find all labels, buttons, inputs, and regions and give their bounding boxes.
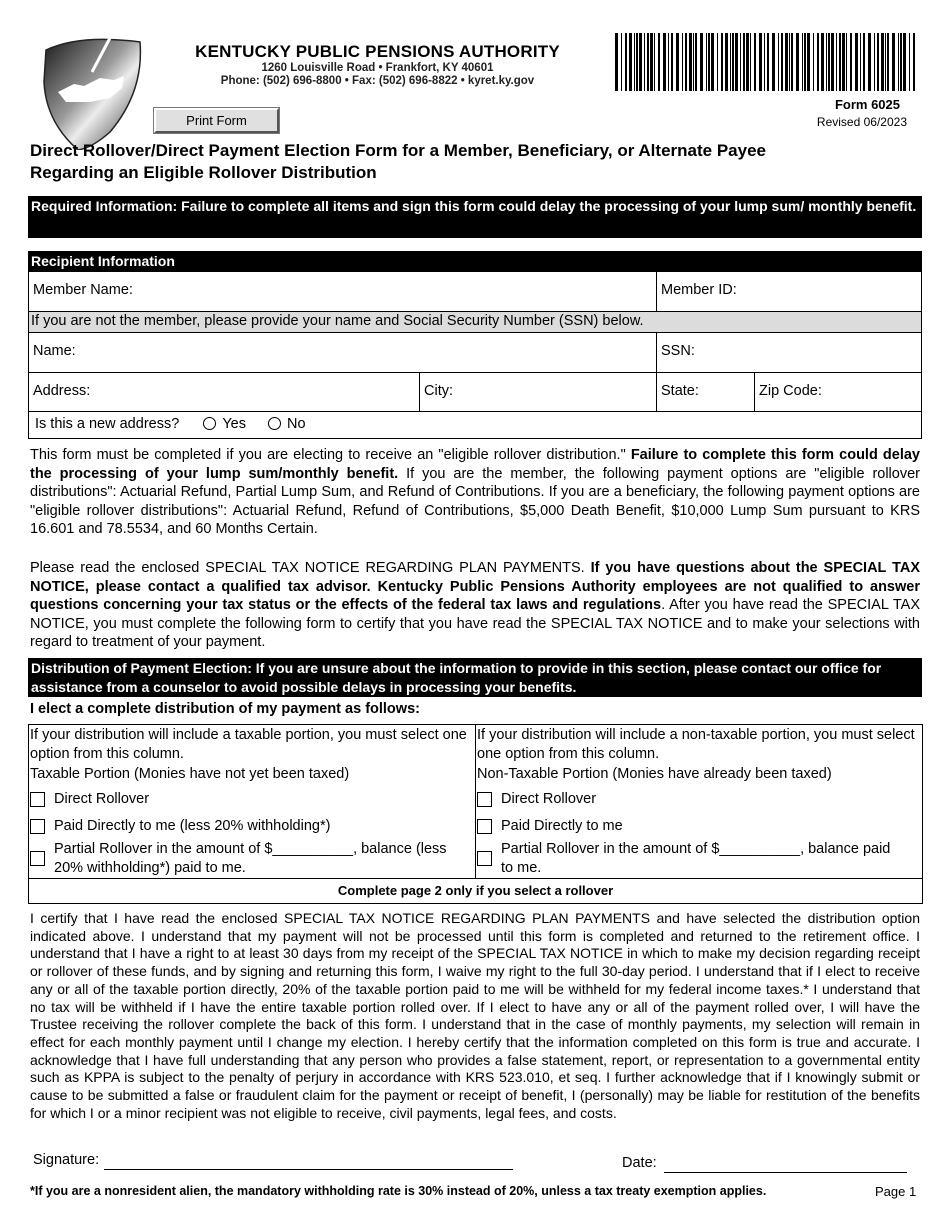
signature-label: Signature: — [33, 1152, 100, 1168]
recipient-table — [28, 271, 922, 439]
date-label: Date: — [622, 1155, 657, 1171]
tax-notice-paragraph: Please read the enclosed SPECIAL TAX NOTICE REGARDING PLAN PAYMENTS. If you have questions about the SPECIAL TAX NOTICE, please contact a qualified tax advisor. Kentucky Public Pensions Authority employees are not qualified to answer questions concerning your tax status or the effects of the federal tax laws and regulations. After you have read the SPECIAL TAX NOTICE, you must complete the following form to certify that you have read the SPECIAL TAX NOTICE and to make your selections with regard to treatment of your payment. — [30, 560, 921, 650]
recipient-heading: Recipient Information — [28, 251, 922, 271]
required-info-banner: Required Information: Failure to complete all items and sign this form could delay the processing of your lump sum/ monthly benefit. — [28, 196, 922, 238]
new-address-question: Is this a new address? Yes No — [35, 416, 306, 432]
nontaxable-portion-label: Non-Taxable Portion (Monies have already been taxed) — [477, 766, 832, 782]
org-contact: Phone: (502) 696-8800 • Fax: (502) 696-8822 • kyret.ky.gov — [220, 75, 535, 87]
nontaxable-intro: If your distribution will include a non-taxable portion, you must select one option from this column. — [477, 727, 915, 762]
page-number: Page 1 — [875, 1184, 917, 1199]
form-title: Direct Rollover/Direct Payment Election Form for a Member, Beneficiary, or Alternate Payee Regarding an Eligible Rollover Distribution — [30, 141, 766, 182]
yes-label: Yes — [222, 416, 246, 432]
print-form-button[interactable]: Print Form — [154, 108, 279, 133]
no-label: No — [287, 416, 306, 432]
taxable-intro: If your distribution will include a taxable portion, you must select one option from this column. — [30, 727, 467, 762]
taxable-portion-label: Taxable Portion (Monies have not yet been taxed) — [30, 766, 350, 782]
member-id-field[interactable]: Member ID: — [661, 282, 737, 298]
taxable-direct-rollover-checkbox[interactable] — [30, 792, 45, 807]
member-name-field[interactable]: Member Name: — [33, 282, 133, 298]
org-address: 1260 Louisville Road • Frankfort, KY 40601 — [261, 62, 494, 74]
taxable-partial-rollover-label: Partial Rollover in the amount of $__________, balance (less 20% withholding*) paid to me. — [54, 841, 447, 876]
nontaxable-direct-rollover-label: Direct Rollover — [501, 791, 597, 807]
distribution-heading: Distribution of Payment Election: If you are unsure about the information to provide in this section, please contact our office for assistance from a counselor to avoid possible delays in processing your benefits. — [28, 658, 922, 697]
nontaxable-direct-rollover-checkbox[interactable] — [477, 792, 492, 807]
kppa-logo — [40, 32, 144, 150]
date-line[interactable] — [664, 1172, 907, 1173]
revised-date: Revised 06/2023 — [816, 115, 907, 129]
yes-radio[interactable] — [203, 417, 216, 430]
taxable-partial-rollover-checkbox[interactable] — [30, 851, 45, 866]
taxable-paid-directly-checkbox[interactable] — [30, 819, 45, 834]
nontaxable-partial-rollover-checkbox[interactable] — [477, 851, 492, 866]
barcode — [613, 33, 921, 91]
nontaxable-partial-rollover-label: Partial Rollover in the amount of $__________, balance paid to me. — [501, 841, 891, 876]
nontaxable-paid-directly-checkbox[interactable] — [477, 819, 492, 834]
taxable-direct-rollover-label: Direct Rollover — [54, 791, 150, 807]
name-field[interactable]: Name: — [33, 343, 76, 359]
eligibility-paragraph: This form must be completed if you are electing to receive an "eligible rollover distribution." Failure to complete this form could delay the processing of your lump sum/monthly benefit. If you are the member, the following payment options are "eligible rollover distributions": Actuarial Refund, Partial Lump Sum, and Refund of Contributions. If you are a beneficiary, the following payment options are "eligible rollover distributions": Actuarial Refund, Refund of Contributions, $5,000 Death Benefit, $10,000 Lump Sum pursuant to KRS 16.601 and 78.5534, and 60 Months Certain. — [30, 447, 920, 537]
taxable-paid-directly-label: Paid Directly to me (less 20% withholding*) — [54, 818, 331, 834]
address-field[interactable]: Address: — [33, 383, 91, 399]
certification-text: I certify that I have read the enclosed SPECIAL TAX NOTICE REGARDING PLAN PAYMENTS and have selected the distribution option indicated above. I understand that my payment will not be processed until this form is completed and returned to the retirement office. I understand that I have a right to at least 30 days from my receipt of the SPECIAL TAX NOTICE in which to make my decision regarding receipt or rollover of these funds, and by signing and returning this form, I waive my right to the full 30-day period. I understand that if I elect to receive any or all of the taxable portion directly, 20% of the taxable portion paid to me will be withheld for my federal income taxes.* I understand that no tax will be withheld if I have the entire taxable portion rolled over. If I elect to have any or all of the payment rolled over, I will have the Trustee receiving the rollover complete the back of this form. I understand that in the case of monthly payments, my selection will remain in effect for each monthly payment until I change my election. I hereby certify that the information completed on this form is true and accurate. I acknowledge that I have full understanding that any person who provides a false statement, report, or representation to a governmental entity such as KPPA is subject to the penalty of perjury in accordance with KRS 523.010, et seq. I further acknowledge that if I knowingly submit or cause to be submitted a false or fraudulent claim for the payment or receipt of benefit, I (personally) may be liable for restitution of the benefits for which I or a minor recipient was not eligible to receive, civil payments, legal fees, and costs. — [30, 910, 920, 1121]
page2-note: Complete page 2 only if you select a rollover — [337, 883, 614, 898]
zip-code-field[interactable]: Zip Code: — [759, 383, 822, 399]
signature-line[interactable] — [104, 1169, 513, 1170]
no-radio[interactable] — [268, 417, 281, 430]
state-field[interactable]: State: — [661, 383, 699, 399]
city-field[interactable]: City: — [424, 383, 453, 399]
form-number: Form 6025 — [834, 97, 900, 112]
ssn-field[interactable]: SSN: — [661, 343, 695, 359]
not-member-note: If you are not the member, please provide your name and Social Security Number (SSN) below. — [31, 313, 644, 329]
elect-statement: I elect a complete distribution of my payment as follows: — [30, 701, 420, 717]
nontaxable-paid-directly-label: Paid Directly to me — [501, 818, 623, 834]
org-name: KENTUCKY PUBLIC PENSIONS AUTHORITY — [195, 42, 560, 61]
footnote: *If you are a nonresident alien, the mandatory withholding rate is 30% instead of 20%, unless a tax treaty exemption applies. — [30, 1184, 767, 1198]
